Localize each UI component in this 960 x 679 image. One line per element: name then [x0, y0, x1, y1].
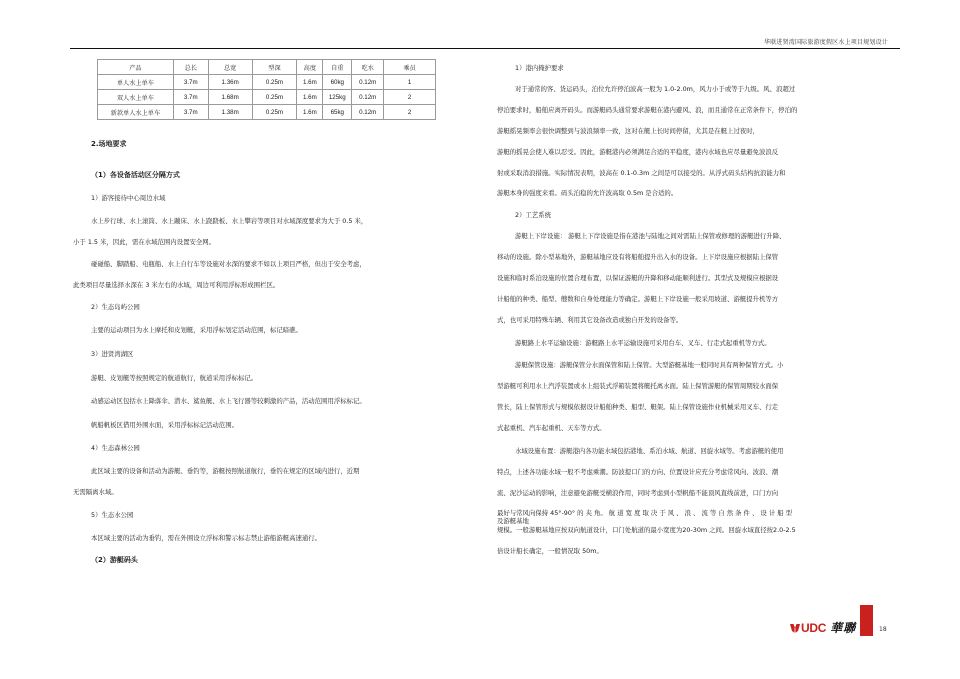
- table-cell: 2: [384, 105, 436, 120]
- table-cell: 2: [384, 90, 436, 105]
- table-header-cell: 总长: [173, 60, 208, 75]
- table-cell: 125kg: [323, 90, 352, 105]
- paragraph-line: 游艇保管设施：游艇保管分水面保管和陆上保管。大型游艇基地一般同时具有两种保管方式。小: [515, 361, 784, 369]
- table-cell: 65kg: [323, 105, 352, 120]
- table-header-cell: 高度: [297, 60, 323, 75]
- table-header-cell: 型深: [252, 60, 297, 75]
- table-cell: 1.6m: [297, 90, 323, 105]
- paragraph-line: 游艇本身的强度来看。码头泊稳的允许波高取 0.5m 是合适的。: [497, 189, 678, 197]
- subsection-title: （1）各设备活动区分隔方式: [91, 171, 180, 179]
- table-cell: 1: [384, 75, 436, 90]
- table-cell: 1.68m: [208, 90, 252, 105]
- table-cell: 0.12m: [352, 90, 384, 105]
- item-title: 5）生态水公园: [91, 511, 134, 519]
- item-title: 4）生态森林公园: [91, 444, 140, 452]
- table-row: [98, 105, 436, 120]
- table-header-cell: 产品: [98, 60, 174, 75]
- item-title: 1）港内掩护要求: [515, 64, 564, 72]
- table-header-cell: 乘员: [384, 60, 436, 75]
- paragraph-line: 设施和临时系泊设施的位置合理布置，以保证游艇的升降和移动能顺利进行。其型式及规模应根据设: [497, 274, 779, 282]
- paragraph-line: 型游艇可利用水上汽浮装置或水上组装式浮箱装置将艇托离水面。陆上保管游艇的保管周期较水面保: [497, 382, 779, 390]
- paragraph-line: 计船舶的种类、船型、艘数和自身处理能力等确定。游艇上下岸设施一般采用坡道、游艇提升机等方: [497, 295, 779, 303]
- paragraph-line: 游艇、皮划艇等按照规定的航道航行，航道采用浮标标记。: [91, 374, 258, 382]
- table-cell: 0.25m: [252, 105, 297, 120]
- paragraph-line: 本区域主要的活动为垂钓，需在外围设立浮标和警示标志禁止游船游艇高速通行。: [91, 534, 322, 542]
- paragraph-line: 特点，上述各功能水域一般不考虑乘潮。防波提口门的方向、位置设计应充分考虑常风向、波浪、潮: [497, 468, 779, 476]
- table-cell: 1.36m: [208, 75, 252, 90]
- paragraph-line: 此类项目尽量选择水深在 3 米左右的水域，周边可利用浮标形成围栏区。: [73, 281, 280, 289]
- paragraph-line: 移动的设施。除小型基地外，游艇基地应设有将船舶提升出入水的设备。上下岸设施应根据陆上保管: [497, 253, 779, 261]
- paragraph-line: 流、泥沙运动的影响，注意避免游艇受横浪作用，同时考虑到小型帆船不能顶风直线前进，口门方向: [497, 489, 779, 497]
- table-cell: 1.38m: [208, 105, 252, 120]
- paragraph-line: 规模。一般游艇基地应按双向航道设计，口门处航道的最小宽度为20-30m 之间。回旋水域直径按2.0-2.5: [497, 526, 796, 534]
- paragraph-line: 管长，陆上保管形式与规模依据设计船舶种类、船型、艇架。陆上保管设施作业机械采用叉车、行走: [497, 403, 779, 411]
- leaf-icon: [790, 623, 800, 633]
- page-number: 18: [879, 626, 887, 633]
- product-spec-table: [97, 59, 436, 120]
- header-divider: [70, 48, 900, 49]
- table-cell: 新款单人水上单车: [98, 105, 174, 120]
- table-cell: 0.12m: [352, 105, 384, 120]
- paragraph-line: 水上步行球、水上滚筒、水上蹦床、水上跷跷板、水上攀岩等项目对水域深度要求为大于 0.5 米，: [91, 217, 368, 225]
- paragraph-line: 动感运动区包括水上降落伞、潜水、鲨鱼艇、水上飞行器等较刺激的产品，活动范围用浮标标记。: [91, 397, 366, 405]
- item-title: 2）工艺系统: [515, 211, 552, 219]
- paragraph-line: 游艇摇晃频率会很快调整到与波浪频率一致，这对在艇上长时间停留，尤其是在艇上过夜时，: [497, 127, 760, 135]
- table-cell: 3.7m: [173, 105, 208, 120]
- paragraph-line: 此区域主要的设备和活动为游艇、垂钓等，游艇按照航道航行，垂钓在规定的区域内进行，近期: [91, 467, 360, 475]
- table-cell: 1.6m: [297, 75, 323, 90]
- paragraph-line: 帆船帆板区借用外围水面，采用浮标标记活动范围。: [91, 421, 238, 429]
- logo-chinese-text: 華聯: [830, 621, 857, 635]
- paragraph-line: 倍设计船长确定，一般情况取 50m。: [497, 547, 603, 555]
- table-cell: 0.12m: [352, 75, 384, 90]
- paragraph-line: 式，也可采用特殊车辆、利用其它设备改造或独自开发的设备等。: [497, 316, 683, 324]
- table-row: [98, 75, 436, 90]
- table-row: [98, 90, 436, 105]
- paragraph-line: 无需隔离水域。: [73, 488, 118, 496]
- paragraph-line: 游艇上下岸设施： 游艇上下岸设施是指在港池与陆地之间对需陆上保管或修理的游艇进行升降、: [515, 232, 786, 240]
- table-header-cell: 吃水: [352, 60, 384, 75]
- item-title: 2）生态岛屿公园: [91, 303, 140, 311]
- paragraph-line: 射或采取消浪措施。实际情况表明，波高在 0.1-0.3m 之间是可以接受的。从浮式码头结构抗浪能力和: [497, 169, 786, 177]
- paragraph-line: 小于 1.5 米，因此，需在水域范围内设置安全网。: [73, 238, 216, 246]
- paragraph-line: 最好与常风向保持 45°-90° 的 夹 角。 航 道 宽 度 取 决 于 风 、 浪 、 流 等 自 然 条 件 、 设 计 船 型: [497, 509, 793, 517]
- item-title: 1）游客接待中心周边水域: [91, 194, 166, 202]
- logo-udc-text: UDC: [801, 620, 827, 635]
- paragraph-line: 主要的运动项目为水上摩托和皮划艇，采用浮标划定活动范围，标记暗礁。: [91, 326, 302, 334]
- table-header-row: [98, 60, 436, 75]
- table-cell: 60kg: [323, 75, 352, 90]
- table-cell: 1.6m: [297, 105, 323, 120]
- page-accent-bar: [860, 605, 873, 636]
- paragraph-line: 游艇的摇晃会使人难以忍受。因此，游艇港内必须满足合适的平稳度，港内水域也应尽量避免波浪反: [497, 148, 779, 156]
- paragraph-line: 停泊要求时，船舶应离开码头。而游艇码头通常要求游艇在港内避风、浪，而且通常在正常条件下，停泊的: [497, 106, 798, 114]
- document-header-title: 华联进贤湾国际旅游度假区水上项目规划设计: [763, 39, 888, 46]
- table-cell: 单人水上单车: [98, 75, 174, 90]
- subsection-title: （2）游艇码头: [91, 556, 138, 564]
- item-title: 3）进贤湾湖区: [91, 350, 134, 358]
- paragraph-line: 碰碰船、脚踏船、电瓶船、水上自行车等设施对水深的要求不如以上项目严格，但出于安全考虑，: [91, 260, 366, 268]
- paragraph-line: 式起重机、汽车起重机、天车等方式。: [497, 424, 606, 432]
- udc-logo: [790, 621, 826, 635]
- company-logo: [790, 619, 856, 636]
- paragraph-line: 及游艇基地: [497, 517, 529, 525]
- table-cell: 3.7m: [173, 90, 208, 105]
- table-cell: 双人水上单车: [98, 90, 174, 105]
- paragraph-line: 游艇路上水平运输设施：游艇路上水平运输设施可采用台车、叉车、行走式起重机等方式。: [515, 339, 771, 347]
- table-header-cell: 自重: [323, 60, 352, 75]
- table-cell: 3.7m: [173, 75, 208, 90]
- table-cell: 0.25m: [252, 75, 297, 90]
- table-header-cell: 总宽: [208, 60, 252, 75]
- section-title: 2.场地要求: [91, 140, 127, 148]
- paragraph-line: 水域设施布置：游艇港内各功能水域包括港地、系泊水域、航道、回旋水域等。考虑游艇的使用: [515, 447, 784, 455]
- paragraph-line: 对于通常的客、货运码头，泊位允许停泊波高一般为 1.0-2.0m，风力小于或等于九级。风、浪超过: [515, 85, 796, 93]
- table-cell: 0.25m: [252, 90, 297, 105]
